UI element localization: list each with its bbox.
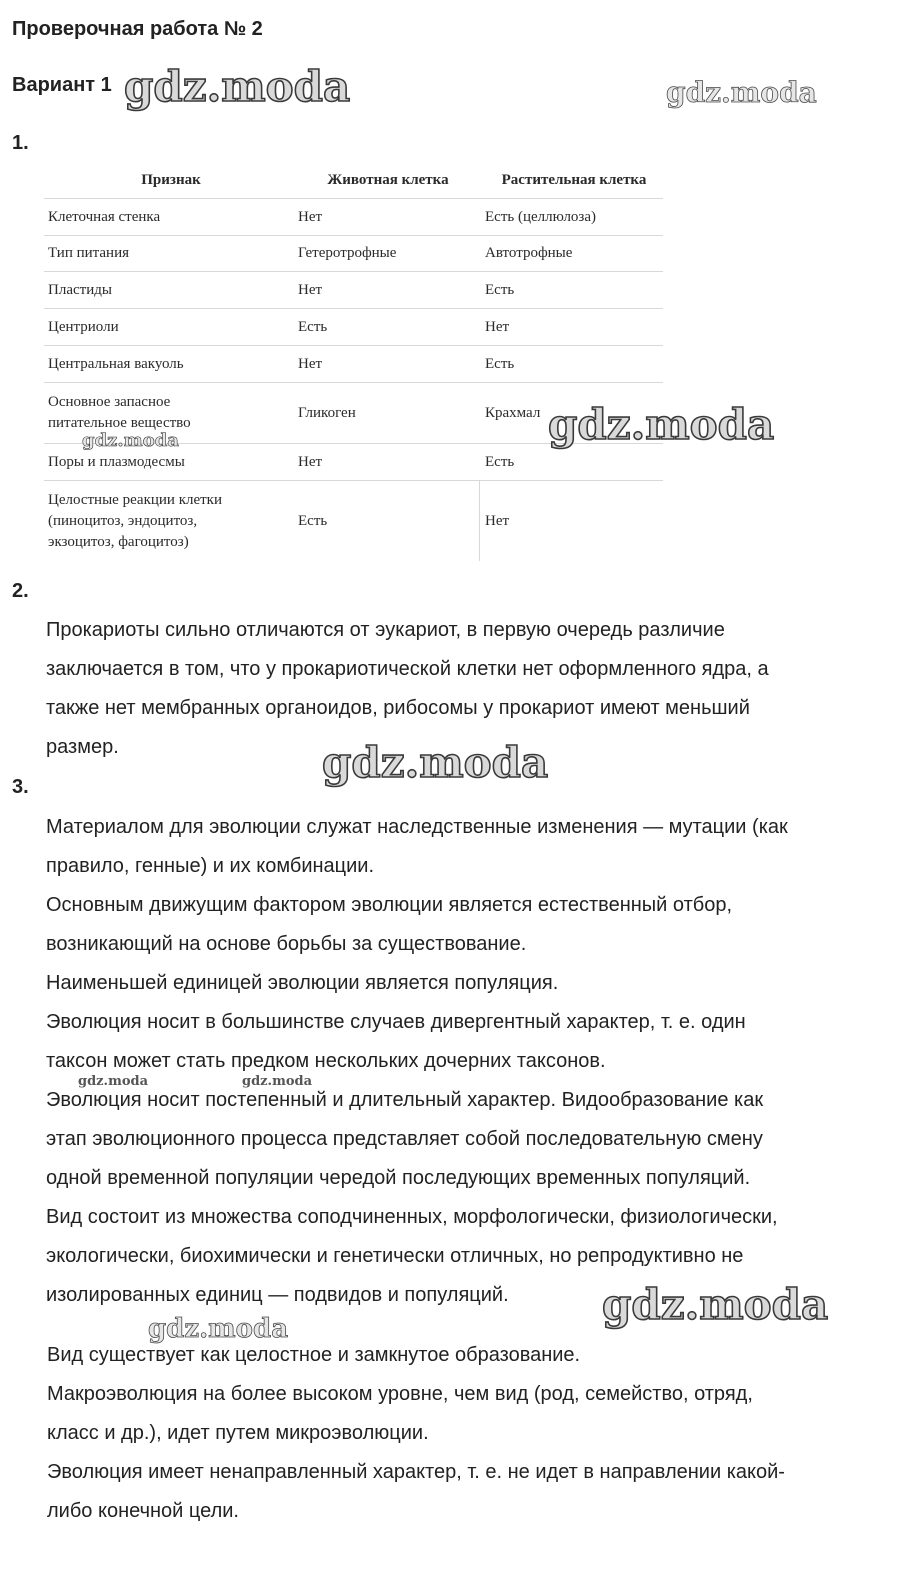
table-cell-plant: Есть xyxy=(485,453,515,470)
question-2-number: 2. xyxy=(12,580,29,602)
answer-line: Основным движущим фактором эволюции является естественный отбор, xyxy=(46,894,732,916)
watermark: gdz.moda xyxy=(82,430,179,451)
answer-line: заключается в том, что у прокариотической клетки нет оформленного ядра, а xyxy=(46,658,769,680)
table-cell-line: Основное запасное xyxy=(48,394,171,410)
answer-line: Эволюция носит в большинстве случаев дивергентный характер, т. е. один xyxy=(46,1011,746,1033)
table-cell-plant: Нет xyxy=(479,481,657,561)
answer-line: Вид состоит из множества соподчиненных, морфологически, физиологически, xyxy=(46,1206,778,1228)
table-cell-feature xyxy=(48,481,294,561)
watermark: gdz.moda xyxy=(148,1314,289,1344)
table-cell-animal: Гетеротрофные xyxy=(298,244,397,261)
answer-line: Эволюция носит постепенный и длительный характер. Видообразование как xyxy=(46,1089,764,1111)
answer-line: изолированных единиц — подвидов и популяций. xyxy=(46,1284,509,1306)
table-cell-line: экзоцитоз, фагоцитоз) xyxy=(48,533,189,550)
page-title: Проверочная работа № 2 xyxy=(12,18,263,40)
question-3-answer-part-2 xyxy=(47,1336,902,1531)
answer-line: Прокариоты сильно отличаются от эукариот, в первую очередь различие xyxy=(46,619,725,641)
table-cell-animal: Нет xyxy=(298,355,323,372)
table-cell-animal: Нет xyxy=(298,208,323,225)
answer-line: этап эволюционного процесса представляет собой последовательную смену xyxy=(46,1128,763,1150)
table-row xyxy=(44,481,663,561)
table-cell-line: Целостные реакции клетки xyxy=(48,491,222,508)
table-cell-animal: Нет xyxy=(298,281,323,298)
table-header-plant: Растительная клетка xyxy=(501,171,647,188)
table-cell-animal: Есть xyxy=(298,512,328,529)
table-header-row xyxy=(44,162,663,198)
table-cell-line: питательное вещество xyxy=(48,415,191,431)
question-3-number: 3. xyxy=(12,776,29,798)
table-cell-plant: Есть (целлюлоза) xyxy=(485,208,597,225)
watermark: gdz.moda xyxy=(322,738,549,787)
watermark: gdz.moda xyxy=(78,1074,149,1089)
question-3-answer-part-1 xyxy=(46,808,901,1315)
table-row xyxy=(44,272,663,309)
table-header-feature: Признак xyxy=(141,171,201,188)
watermark: gdz.moda xyxy=(602,1280,829,1329)
answer-line: Макроэволюция на более высоком уровне, чем вид (род, семейство, отряд, xyxy=(47,1383,753,1405)
table-row xyxy=(44,309,663,346)
watermark: gdz.moda xyxy=(666,76,817,109)
table-cell-feature: Центральная вакуоль xyxy=(48,355,184,372)
table-cell-feature: Клеточная стенка xyxy=(48,208,161,225)
table-cell-animal: Есть xyxy=(298,318,328,335)
table-row xyxy=(44,235,663,272)
watermark: gdz.moda xyxy=(124,62,351,111)
table-row xyxy=(44,346,663,383)
table-row xyxy=(44,198,663,236)
answer-line: Эволюция имеет ненаправленный характер, т. е. не идет в направлении какой- xyxy=(47,1461,785,1483)
table-cell-line: (пиноцитоз, эндоцитоз, xyxy=(48,512,198,529)
table-cell-plant: Автотрофные xyxy=(485,244,573,261)
answer-line: одной временной популяции чередой последующих временных популяций. xyxy=(46,1167,751,1189)
answer-line: Материалом для эволюции служат наследственные изменения — мутации (как xyxy=(46,816,788,838)
watermark: gdz.moda xyxy=(548,400,775,449)
table-cell-feature: Тип питания xyxy=(48,244,129,261)
watermark: gdz.moda xyxy=(242,1074,313,1089)
table-cell-animal: Нет xyxy=(298,453,323,470)
answer-line: либо конечной цели. xyxy=(47,1500,239,1522)
answer-line: правило, генные) и их комбинации. xyxy=(46,855,375,877)
question-1-number: 1. xyxy=(12,132,29,154)
table-header-animal: Животная клетка xyxy=(327,171,449,188)
variant-label: Вариант 1 xyxy=(12,74,112,96)
table-cell-plant: Крахмал xyxy=(485,404,541,421)
answer-line: таксон может стать предком нескольких дочерних таксонов. xyxy=(46,1050,606,1072)
table-cell-feature: Пластиды xyxy=(48,281,112,298)
answer-line: Наименьшей единицей эволюции является популяция. xyxy=(46,972,559,994)
answer-line: также нет мембранных органоидов, рибосомы у прокариот имеют меньший xyxy=(46,697,750,719)
table-cell-plant: Есть xyxy=(485,355,515,372)
table-cell-feature: Поры и плазмодесмы xyxy=(48,453,185,470)
answer-line: экологически, биохимически и генетически отличных, но репродуктивно не xyxy=(46,1245,744,1267)
table-cell-plant: Есть xyxy=(485,281,515,298)
answer-line: размер. xyxy=(46,736,119,758)
table-cell-plant: Нет xyxy=(485,318,510,335)
answer-line: возникающий на основе борьбы за существование. xyxy=(46,933,527,955)
answer-line: класс и др.), идет путем микроэволюции. xyxy=(47,1422,429,1444)
table-cell-animal: Гликоген xyxy=(298,404,356,421)
table-cell-feature: Центриоли xyxy=(48,318,119,335)
answer-line: Вид существует как целостное и замкнутое образование. xyxy=(47,1344,581,1366)
